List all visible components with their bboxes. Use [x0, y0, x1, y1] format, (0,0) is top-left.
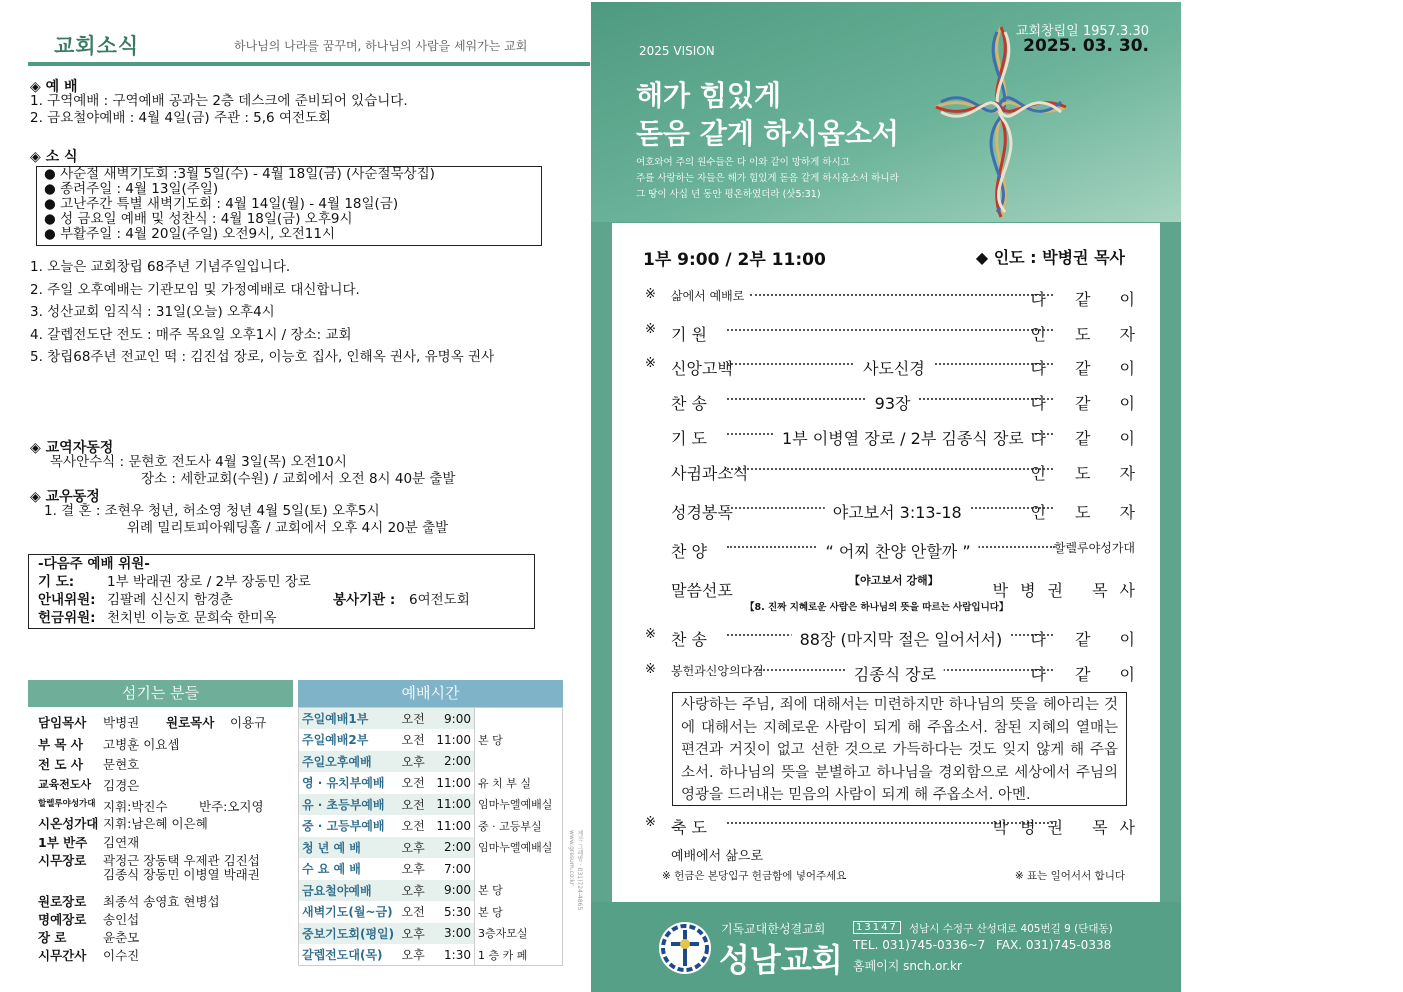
- header-divider: [28, 62, 590, 66]
- times-time: 1:30: [433, 944, 475, 966]
- worship-heading: ◈ 예 배: [30, 79, 78, 95]
- dot-leader: [727, 461, 1053, 470]
- times-place: 본 당: [478, 733, 503, 747]
- prayer-value: 1부 박래권 장로 / 2부 장동민 장로: [107, 574, 311, 590]
- members-heading: ◈ 교우동정: [30, 489, 100, 505]
- times-ampm: 오후: [399, 837, 433, 859]
- order-performer: 다 같 이: [1030, 429, 1147, 448]
- order-value: “ 어찌 찬양 안할까 ”: [817, 539, 978, 562]
- order-performer: 다 같 이: [1030, 394, 1147, 413]
- denomination: 기독교대한성결교회: [721, 922, 826, 936]
- offering-label: 헌금위원:: [38, 610, 96, 626]
- times-time: 11:00: [433, 772, 475, 794]
- times-row: [299, 751, 563, 773]
- verse-line: 그 땅이 사십 년 동안 평온하였더라 (삿5:31): [636, 189, 821, 200]
- vision-title-line1: 해가 힘있게: [636, 79, 781, 112]
- order-row: [645, 815, 1147, 837]
- times-ampm: 오후: [399, 858, 433, 880]
- order-name: 축 도: [671, 818, 707, 837]
- times-name: 청 년 예 배: [299, 837, 399, 859]
- news-subtitle: 하나님의 나라를 꿈꾸며, 하나님의 사람을 세워가는 교회: [234, 39, 528, 53]
- order-name: 기 도: [671, 429, 707, 448]
- stand-mark: ※: [645, 356, 656, 371]
- news-heading: ◈ 소 식: [30, 149, 78, 165]
- news-title: 교회소식: [54, 34, 140, 58]
- times-time: 11:00: [433, 794, 475, 816]
- order-row: [645, 662, 1147, 684]
- servant-role: 할렐루야성가대: [38, 799, 96, 809]
- verse-line: 여호와여 주의 원수들은 다 이와 같이 망하게 하시고: [636, 157, 850, 168]
- order-performer: 다 같 이: [1030, 290, 1147, 309]
- vertical-credit: 제작 그레밤 · 031)724-4865 www.gresum.co.kr: [568, 830, 583, 911]
- notice-item: 3. 성산교회 임직식 : 31일(오늘) 오후4시: [30, 304, 275, 320]
- order-performer: 인 도 자: [1030, 464, 1147, 483]
- times-name: 금요철야예배: [299, 880, 399, 902]
- news-page: [0, 0, 590, 992]
- order-performer: 할렐루야성가대: [1053, 541, 1135, 555]
- service-label: 봉사기관 :: [333, 592, 396, 608]
- stand-mark: ※: [645, 287, 656, 302]
- bulletin-date: 2025. 03. 30.: [1023, 36, 1149, 56]
- times-time: 3:00: [433, 923, 475, 945]
- times-name: 주일예배1부: [299, 708, 399, 730]
- leader: ◆ 인도 : 박병권 목사: [975, 248, 1125, 267]
- times-place: [475, 858, 563, 880]
- order-name: 찬 송: [671, 630, 707, 649]
- order-row: [645, 500, 1147, 522]
- offering-value: 천치빈 이능호 문희숙 한미옥: [107, 610, 277, 626]
- news-item: ● 사순절 새벽기도회 :3월 5일(수) - 4월 18일(금) (사순절묵상집): [44, 166, 435, 182]
- times-name: 새벽기도(월~금): [299, 901, 399, 923]
- times-name: 영 · 유치부예배: [299, 772, 399, 794]
- servant-role: 시무장로: [38, 853, 87, 868]
- times-place: [475, 751, 563, 773]
- servant-names: 지휘:박진수: [103, 799, 168, 814]
- members-line: 1. 결 혼 : 조현우 청년, 허소영 청년 4월 5일(토) 오후5시: [44, 503, 380, 519]
- times-row: [299, 901, 563, 923]
- homepage: 홈페이지 snch.or.kr: [853, 959, 962, 973]
- servant-role: 부 목 사: [38, 737, 83, 752]
- order-value: 김종식 장로: [846, 662, 944, 685]
- times-ampm: 오전: [399, 708, 433, 730]
- order-performer: 다 같 이: [1030, 630, 1147, 649]
- times-name: 유 · 초등부예배: [299, 794, 399, 816]
- times-ampm: 오전: [399, 729, 433, 751]
- times-ampm: 오전: [399, 794, 433, 816]
- servant-role: 원로목사: [166, 715, 215, 730]
- times-row: [299, 880, 563, 902]
- times-row: [299, 923, 563, 945]
- order-name: 성경봉독: [671, 503, 733, 522]
- times-row: [299, 837, 563, 859]
- servant-role: 시온성가대: [38, 816, 99, 831]
- dot-leader: [727, 322, 1053, 331]
- servant-names: 송인섭: [103, 912, 140, 927]
- order-value: 야고보서 3:13-18: [825, 500, 970, 523]
- worship-item: 2. 금요철야예배 : 4월 4일(금) 주관 : 5,6 여전도회: [30, 110, 332, 126]
- times-place: 임마누엘예배실: [478, 841, 553, 855]
- church-footer: [591, 902, 1181, 992]
- order-performer: 인 도 자: [1030, 503, 1147, 522]
- times-row: [299, 729, 563, 751]
- servant-names: 이용규: [230, 715, 267, 730]
- notice-item: 5. 창립68주년 전교인 떡 : 김진섭 장로, 이능호 집사, 인해옥 권사, 유명옥 권사: [30, 349, 495, 365]
- church-name: 성남교회: [719, 941, 843, 979]
- times-time: 9:00: [433, 880, 475, 902]
- times-ampm: 오후: [399, 923, 433, 945]
- postal-code: 13147: [853, 921, 901, 934]
- news-item: ● 고난주간 특별 새벽기도회 : 4월 14일(월) - 4월 18일(금): [44, 196, 399, 212]
- sermon-subtitle: 【8. 진짜 지혜로운 사람은 하나님의 뜻을 따르는 사람입니다】: [745, 602, 1009, 613]
- times-place: 유 치 부 실: [478, 776, 531, 790]
- order-value: 사도신경: [855, 356, 933, 379]
- times-time: 5:30: [433, 901, 475, 923]
- servant-names: 김연재: [103, 835, 140, 850]
- order-row: [645, 426, 1147, 448]
- times-name: 중보기도회(평일): [299, 923, 399, 945]
- servant-names: 이수진: [103, 948, 140, 963]
- order-name: 찬 송: [671, 394, 707, 413]
- times-place: [475, 708, 563, 730]
- times-time: 2:00: [433, 751, 475, 773]
- order-row: [645, 539, 1135, 561]
- staff-line: 장소 : 세한교회(수원) / 교회에서 오전 8시 40분 출발: [141, 471, 456, 487]
- stand-mark: ※: [645, 815, 656, 830]
- servant-names: 윤춘모: [103, 930, 140, 945]
- order-name: 사귐과소식: [671, 464, 749, 483]
- news-item: ● 부활주일 : 4월 20일(주일) 오전9시, 오전11시: [44, 226, 336, 242]
- order-performer: 박병권 목사: [992, 818, 1147, 837]
- times-row: [299, 794, 563, 816]
- order-row: [645, 322, 1147, 344]
- servant-role: 전 도 사: [38, 757, 83, 772]
- next-week-heading: -다음주 예배 위원-: [38, 556, 150, 572]
- times-name: 수 요 예 배: [299, 858, 399, 880]
- stand-mark: ※: [645, 322, 656, 337]
- times-ampm: 오전: [399, 815, 433, 837]
- servant-role: 교육전도사: [38, 778, 92, 791]
- times-name: 갈렙전도대(목): [299, 944, 399, 966]
- servant-names: 고병훈 이요셉: [103, 737, 180, 752]
- usher-label: 안내위원:: [38, 592, 96, 608]
- order-performer: 다 같 이: [1030, 359, 1147, 378]
- servants-header: 섬기는 분들: [28, 680, 293, 707]
- times-time: 2:00: [433, 837, 475, 859]
- times-row: [299, 815, 563, 837]
- phone: TEL. 031)745-0336~7: [853, 938, 986, 952]
- times-time: 9:00: [433, 708, 475, 730]
- times-row: [299, 944, 563, 966]
- usher-value: 김팔례 신신지 함경춘: [107, 592, 233, 608]
- times-ampm: 오후: [399, 880, 433, 902]
- times-time: 7:00: [433, 858, 475, 880]
- servant-names: 지휘:남은혜 이은혜: [103, 816, 208, 831]
- times-place: 중 · 고등부실: [478, 819, 542, 833]
- order-name: 봉헌과신앙의다짐: [671, 664, 764, 678]
- servant-role: 장 로: [38, 930, 67, 945]
- servant-role: 명예장로: [38, 912, 87, 927]
- servant-names: 문현호: [103, 757, 140, 772]
- order-of-worship: [612, 223, 1160, 903]
- vision-title-line2: 돋음 같게 하시옵소서: [636, 117, 899, 150]
- stand-note: ※ 표는 일어서서 합니다: [1014, 870, 1125, 882]
- fax: FAX. 031)745-0338: [996, 938, 1112, 952]
- order-performer: 박병권 목사: [992, 581, 1147, 600]
- stand-mark: ※: [645, 627, 656, 642]
- order-value: 93장: [867, 391, 919, 414]
- news-item: ● 성 금요일 예배 및 성찬식 : 4월 18일(금) 오후9시: [44, 211, 353, 227]
- order-row: [645, 461, 1147, 483]
- times-place: 본 당: [478, 884, 503, 898]
- founded-date: 교회창립일 1957.3.30: [1015, 24, 1149, 39]
- order-name: 삶에서 예배로: [671, 289, 745, 303]
- times-name: 주일예배2부: [299, 729, 399, 751]
- order-row: [645, 287, 1147, 309]
- servant-names: 김경은: [103, 778, 140, 793]
- vision-label: 2025 VISION: [639, 44, 715, 58]
- worship-item: 1. 구역예배 : 구역예배 공과는 2층 데스크에 준비되어 있습니다.: [30, 93, 408, 109]
- times-name: 중 · 고등부예배: [299, 815, 399, 837]
- address: 성남시 수정구 산성대로 405번길 9 (단대동): [909, 923, 1113, 935]
- order-performer: 다 같 이: [1030, 665, 1147, 684]
- sermon-title: 【야고보서 강해】: [849, 574, 939, 587]
- order-name: 말씀선포: [671, 581, 733, 600]
- order-row: [645, 356, 1147, 378]
- times-ampm: 오후: [399, 751, 433, 773]
- closing-prayer: 사랑하는 주님, 죄에 대해서는 미련하지만 하나님의 뜻을 헤아리는 것에 대해서는 지혜로운 사람이 되게 해 주옵소서. 참된 지혜의 열매는 편견과 거짓이 없고 선한 것으로 가득하다는 것도 잊지 않게 해 주옵소서. 하나님의 뜻을 분별하고 하나님을 경외함으로 세상에서 주님의 영광을 드러내는 믿음의 사람이 되게 해 주옵소서. 아멘.: [672, 692, 1127, 806]
- order-name: 찬 양: [671, 542, 707, 561]
- order-value: 88장 (마지막 절은 일어서서): [792, 627, 1011, 650]
- times-time: 11:00: [433, 815, 475, 837]
- times-table: [298, 707, 563, 965]
- notice-item: 1. 오늘은 교회창립 68주년 기념주일입니다.: [30, 259, 291, 275]
- service-times: 1부 9:00 / 2부 11:00: [643, 250, 826, 270]
- church-logo-icon: [657, 920, 713, 976]
- times-header: 예배시간: [298, 680, 563, 707]
- order-row: [645, 391, 1147, 413]
- servant-names: 반주:오지영: [199, 799, 264, 814]
- times-place: 3층자모실: [478, 927, 528, 941]
- order-name: 신앙고백: [671, 359, 733, 378]
- times-row: [299, 708, 563, 730]
- prayer-label: 기 도:: [38, 574, 75, 590]
- dot-leader: [750, 287, 1053, 296]
- servant-names: 김종식 장동민 이병열 박래권: [103, 867, 260, 882]
- times-place: 1 층 카 페: [478, 948, 528, 962]
- order-value: 1부 이병열 장로 / 2부 김종식 장로: [774, 426, 1032, 449]
- notice-item: 2. 주일 오후예배는 기관모임 및 가정예배로 대신합니다.: [30, 282, 360, 298]
- service-value: 6여전도회: [409, 592, 470, 608]
- servant-role: 1부 반주: [38, 835, 88, 850]
- servant-names: 곽정근 장동택 우제관 김진섭: [103, 853, 260, 868]
- times-ampm: 오전: [399, 901, 433, 923]
- cover-page: [591, 2, 1181, 992]
- times-row: [299, 772, 563, 794]
- members-line: 위례 밀리토피아웨딩홀 / 교회에서 오후 4시 20분 출발: [127, 520, 449, 536]
- offering-note: ※ 헌금은 본당입구 헌금함에 넣어주세요: [662, 870, 847, 882]
- order-performer: 인 도 자: [1030, 325, 1147, 344]
- after-service: 예배에서 삶으로: [671, 849, 764, 864]
- news-item: ● 종려주일 : 4월 13일(주일): [44, 181, 219, 197]
- times-ampm: 오후: [399, 944, 433, 966]
- servant-names: 박병권: [103, 715, 140, 730]
- staff-line: 목사안수식 : 문현호 전도사 4월 3일(목) 오전10시: [50, 454, 347, 470]
- times-row: [299, 858, 563, 880]
- servant-role: 원로장로: [38, 894, 87, 909]
- servant-role: 담임목사: [38, 715, 87, 730]
- times-place: 임마누엘예배실: [478, 798, 553, 812]
- times-name: 주일오후예배: [299, 751, 399, 773]
- servant-role: 시무간사: [38, 948, 87, 963]
- order-name: 기 원: [671, 325, 707, 344]
- staff-heading: ◈ 교역자동정: [30, 440, 114, 456]
- times-time: 11:00: [433, 729, 475, 751]
- times-place: 본 당: [478, 905, 503, 919]
- verse-line: 주를 사랑하는 자들은 해가 힘있게 돋음 같게 하시옵소서 하니라: [636, 173, 899, 184]
- notice-item: 4. 갈렙전도단 전도 : 매주 목요일 오후1시 / 장소: 교회: [30, 327, 352, 343]
- stand-mark: ※: [645, 662, 656, 677]
- order-row: [645, 627, 1147, 649]
- times-ampm: 오전: [399, 772, 433, 794]
- servant-names: 최종석 송영효 현병섭: [103, 894, 220, 909]
